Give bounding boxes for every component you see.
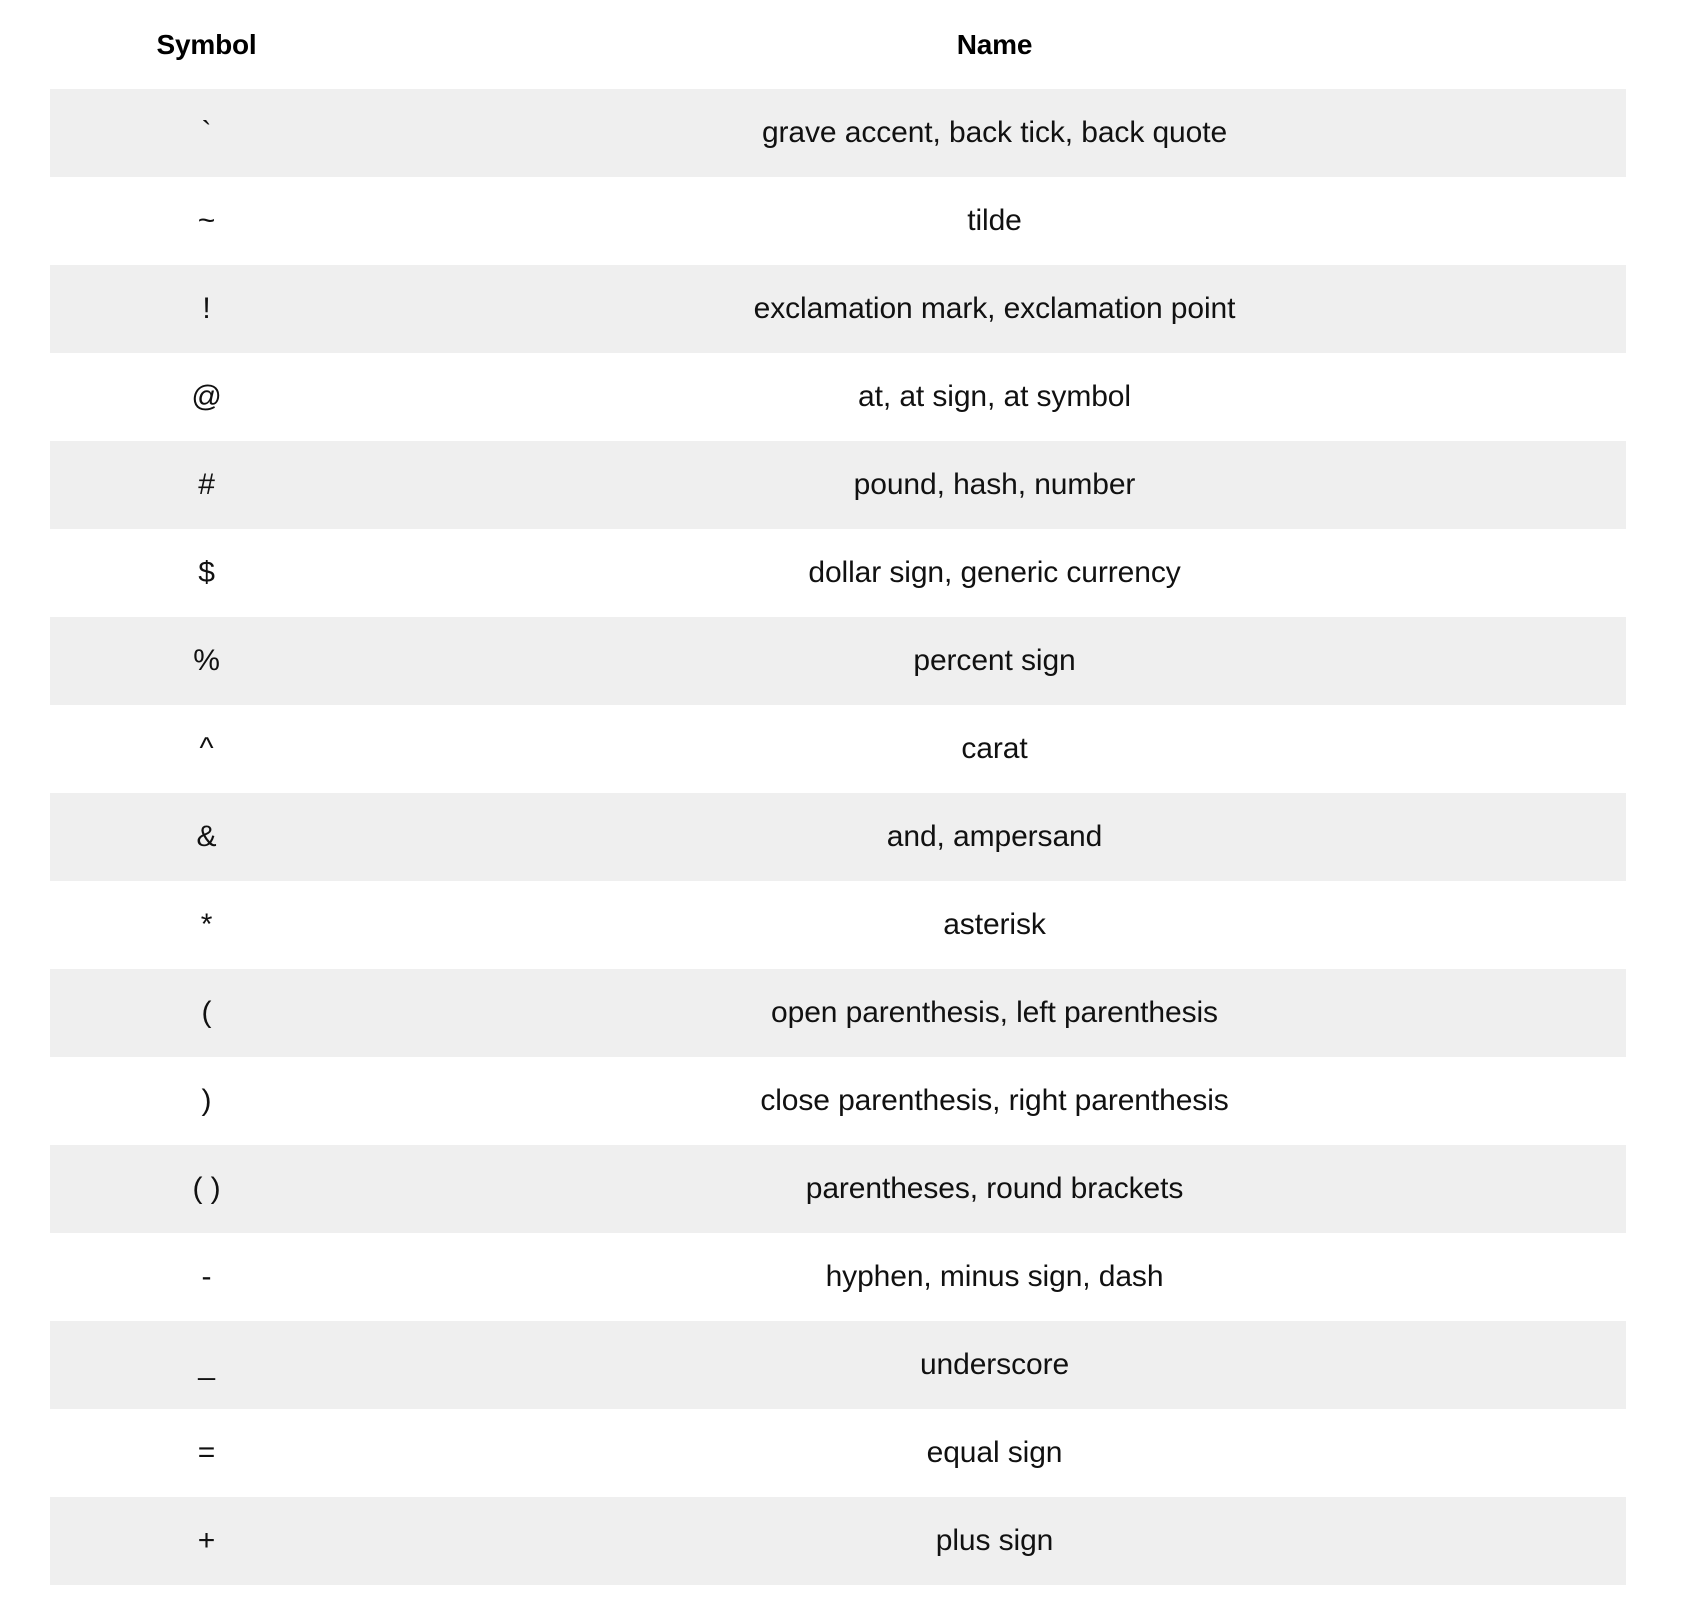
cell-symbol: @ <box>50 353 363 441</box>
cell-name: pound, hash, number <box>363 441 1626 529</box>
cell-name: underscore <box>363 1321 1626 1409</box>
cell-symbol: ! <box>50 265 363 353</box>
cell-symbol: = <box>50 1409 363 1497</box>
symbol-name-table <box>50 0 1626 1585</box>
cell-symbol: * <box>50 881 363 969</box>
table-row <box>50 1145 1626 1233</box>
table-row <box>50 1057 1626 1145</box>
table-row <box>50 969 1626 1057</box>
table-row <box>50 1497 1626 1585</box>
cell-name: grave accent, back tick, back quote <box>363 89 1626 177</box>
cell-symbol: _ <box>50 1321 363 1409</box>
cell-symbol: % <box>50 617 363 705</box>
cell-name: hyphen, minus sign, dash <box>363 1233 1626 1321</box>
cell-symbol: ~ <box>50 177 363 265</box>
cell-name: tilde <box>363 177 1626 265</box>
cell-symbol: ^ <box>50 705 363 793</box>
cell-name: carat <box>363 705 1626 793</box>
table-row <box>50 793 1626 881</box>
cell-symbol: $ <box>50 529 363 617</box>
column-header-symbol: Symbol <box>50 0 363 89</box>
cell-symbol: ) <box>50 1057 363 1145</box>
cell-name: at, at sign, at symbol <box>363 353 1626 441</box>
table-row <box>50 265 1626 353</box>
cell-symbol: # <box>50 441 363 529</box>
table-row <box>50 1409 1626 1497</box>
table-row <box>50 1321 1626 1409</box>
cell-symbol: + <box>50 1497 363 1585</box>
cell-name: asterisk <box>363 881 1626 969</box>
table-row <box>50 529 1626 617</box>
table-header <box>50 0 1626 89</box>
cell-name: close parenthesis, right parenthesis <box>363 1057 1626 1145</box>
table-row <box>50 177 1626 265</box>
cell-symbol: - <box>50 1233 363 1321</box>
cell-name: open parenthesis, left parenthesis <box>363 969 1626 1057</box>
cell-symbol: ( ) <box>50 1145 363 1233</box>
cell-name: plus sign <box>363 1497 1626 1585</box>
cell-name: and, ampersand <box>363 793 1626 881</box>
cell-symbol: ( <box>50 969 363 1057</box>
cell-name: exclamation mark, exclamation point <box>363 265 1626 353</box>
table-row <box>50 441 1626 529</box>
table-row <box>50 1233 1626 1321</box>
cell-name: equal sign <box>363 1409 1626 1497</box>
table-row <box>50 617 1626 705</box>
table-row <box>50 89 1626 177</box>
table-row <box>50 353 1626 441</box>
cell-symbol: ` <box>50 89 363 177</box>
cell-name: dollar sign, generic currency <box>363 529 1626 617</box>
cell-name: parentheses, round brackets <box>363 1145 1626 1233</box>
table-row <box>50 881 1626 969</box>
cell-symbol: & <box>50 793 363 881</box>
column-header-name: Name <box>363 0 1626 89</box>
table-row <box>50 705 1626 793</box>
table-body <box>50 89 1626 1585</box>
cell-name: percent sign <box>363 617 1626 705</box>
table-header-row <box>50 0 1626 89</box>
